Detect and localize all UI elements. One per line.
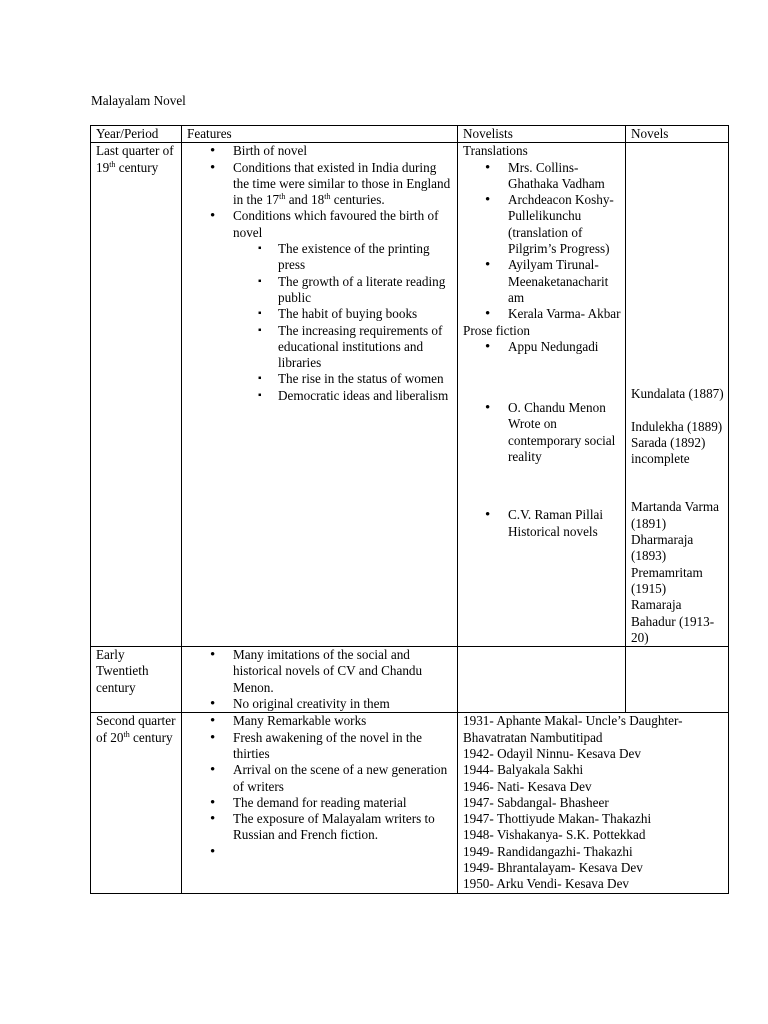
list-item: • Mrs. Collins- Ghathaka Vadham — [463, 160, 621, 193]
list-item: • Archdeacon Koshy- Pullelikunchu (translation of Pilgrim’s Progress) — [463, 192, 621, 257]
novel-entry: Dharmaraja (1893) — [631, 532, 694, 564]
table-header-row — [91, 126, 729, 143]
work-entry: 1950- Arku Vendi- Kesava Dev — [463, 876, 630, 892]
sub-list-item: ▪ The rise in the status of women — [187, 371, 453, 387]
period-cell: Early Twentieth century — [91, 647, 182, 713]
translations-label: Translations — [463, 143, 528, 159]
work-entry: 1944- Balyakala Sakhi — [463, 762, 584, 778]
sub-list-item: ▪ The habit of buying books — [187, 306, 453, 322]
features-cell — [182, 647, 458, 713]
list-item: • O. Chandu Menon Wrote on contemporary social reality — [463, 400, 621, 465]
list-item: • C.V. Raman Pillai Historical novels — [463, 507, 621, 540]
list-item: • Conditions which favoured the birth of novel — [187, 208, 453, 241]
sub-list-item: ▪ The existence of the printing press — [187, 241, 453, 274]
novels-cell — [626, 143, 729, 647]
novel-entry: Ramaraja Bahadur (1913-20) — [631, 597, 715, 645]
novel-table — [90, 125, 729, 894]
novelists-cell — [458, 647, 626, 713]
list-item: • Many Remarkable works — [187, 713, 453, 729]
header-period: Year/Period — [91, 126, 182, 143]
work-entry: 1949- Randidangazhi- Thakazhi — [463, 843, 633, 859]
header-novels: Novels — [626, 126, 729, 143]
list-item: • Appu Nedungadi — [463, 339, 621, 355]
period-cell: Second quarter of 20th century — [91, 713, 182, 893]
work-entry: 1947- Sabdangal- Bhasheer — [463, 794, 609, 810]
novel-entry: Kundalata (1887) — [631, 386, 724, 402]
list-item: • The demand for reading material — [187, 795, 453, 811]
prose-fiction-label: Prose fiction — [463, 322, 531, 338]
period-cell: Last quarter of 19th century — [91, 143, 182, 647]
document-title: Malayalam Novel — [91, 93, 186, 108]
list-item — [187, 844, 453, 860]
table-row — [91, 143, 729, 647]
list-item: • Arrival on the scene of a new generation of writers — [187, 762, 453, 795]
novel-entry: Indulekha (1889) — [631, 418, 723, 434]
sub-list-item: ▪ The increasing requirements of educational institutions and libraries — [187, 323, 453, 372]
novel-entry: Sarada (1892) incomplete — [631, 434, 706, 467]
table-row — [91, 647, 729, 713]
sub-list-item: ▪ The growth of a literate reading public — [187, 274, 453, 307]
table-row — [91, 713, 729, 893]
list-item: • Fresh awakening of the novel in the thirties — [187, 730, 453, 763]
novels-cell — [626, 647, 729, 713]
list-item: • Many imitations of the social and historical novels of CV and Chandu Menon. — [187, 647, 453, 696]
work-entry: 1931- Aphante Makal- Uncle’s Daughter- Bhavatratan Nambutitipad — [463, 713, 683, 745]
work-entry: 1942- Odayil Ninnu- Kesava Dev — [463, 745, 641, 761]
list-item: • Ayilyam Tirunal- Meenaketanacharit am — [463, 257, 621, 306]
work-entry: 1947- Thottiyude Makan- Thakazhi — [463, 811, 652, 827]
list-item: • No original creativity in them — [187, 696, 453, 712]
list-item: • Birth of novel — [187, 143, 453, 159]
novel-entry: Martanda Varma (1891) — [631, 499, 720, 531]
header-novelists: Novelists — [458, 126, 626, 143]
works-cell — [458, 713, 729, 893]
work-entry: 1946- Nati- Kesava Dev — [463, 778, 592, 794]
sub-list-item: ▪ Democratic ideas and liberalism — [187, 388, 453, 404]
features-cell — [182, 713, 458, 893]
work-entry: 1949- Bhrantalayam- Kesava Dev — [463, 860, 643, 876]
novelists-cell — [458, 143, 626, 647]
novel-entry: Premamritam (1915) — [631, 564, 703, 596]
list-item: • Conditions that existed in India during the time were similar to those in England in the 17th and 18th centuries. — [187, 160, 453, 209]
features-cell — [182, 143, 458, 647]
header-features: Features — [182, 126, 458, 143]
list-item: • Kerala Varma- Akbar — [463, 306, 621, 322]
work-entry: 1948- Vishakanya- S.K. Pottekkad — [463, 827, 646, 843]
list-item: • The exposure of Malayalam writers to Russian and French fiction. — [187, 811, 453, 844]
